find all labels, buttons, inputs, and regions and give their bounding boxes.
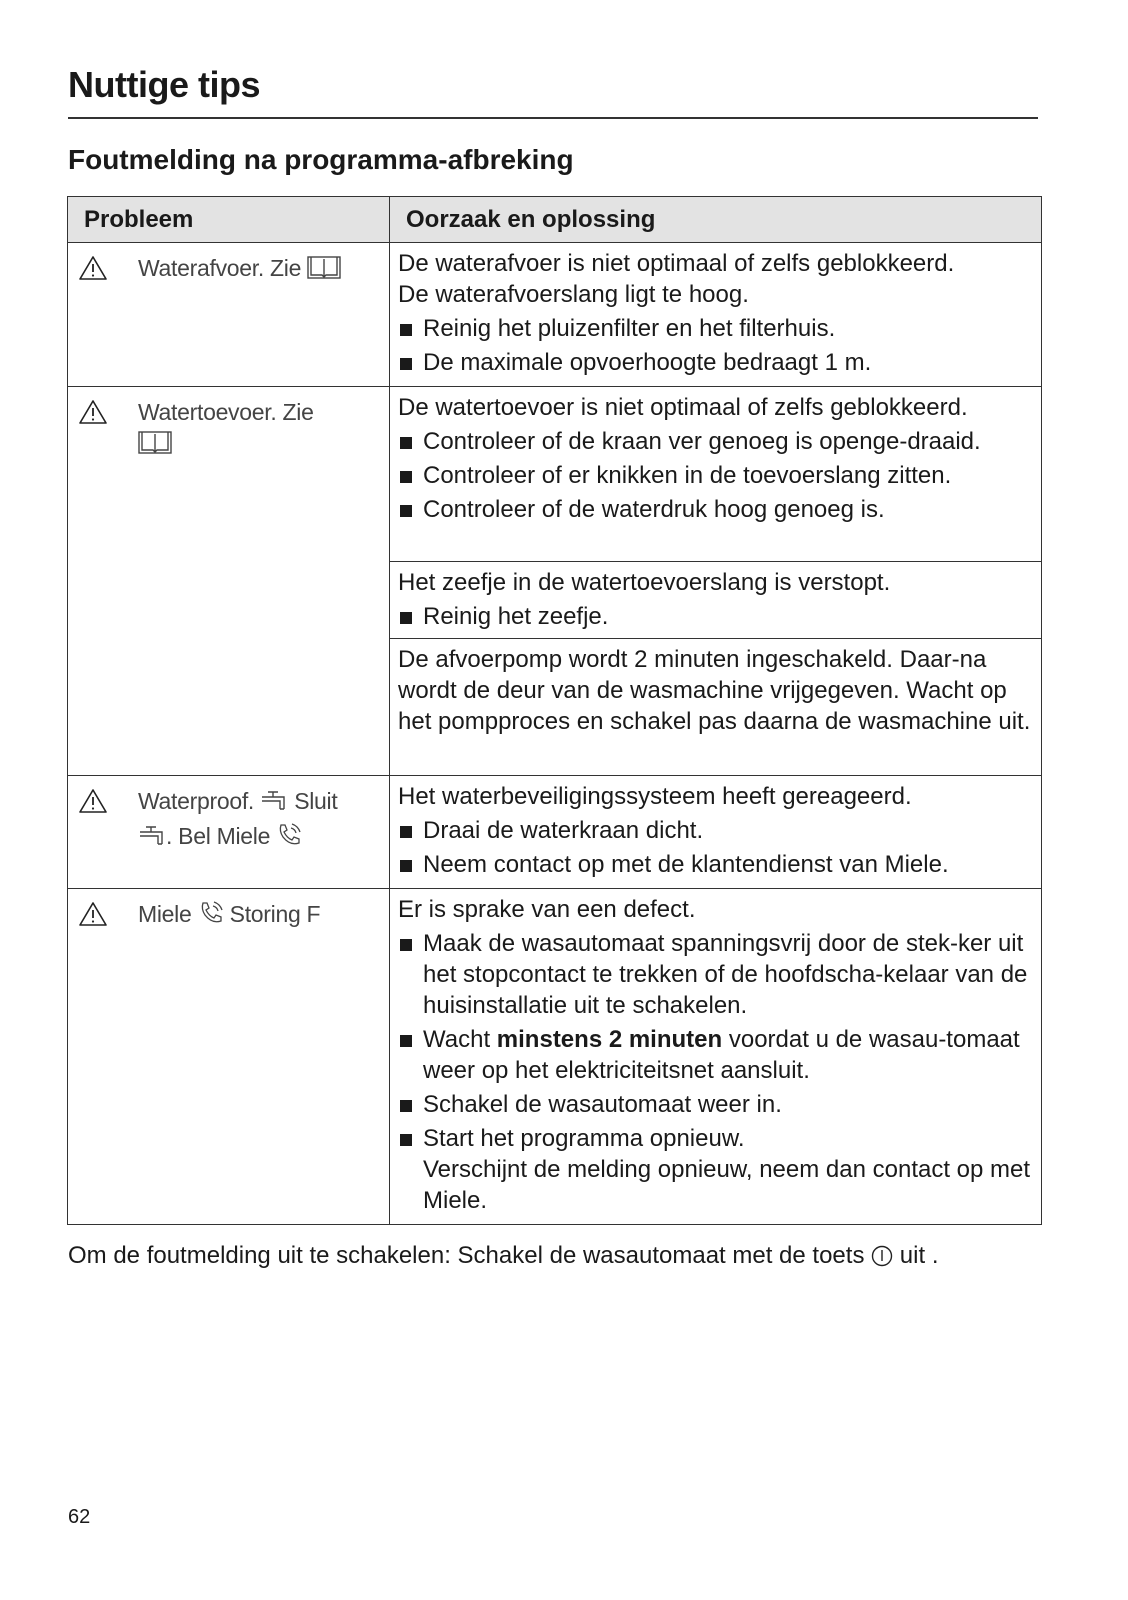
problem-text: Watertoevoer. Zie: [138, 399, 314, 425]
page-title: Nuttige tips: [68, 64, 260, 105]
bullet-icon: [400, 324, 412, 336]
problem-text: Miele: [138, 901, 192, 927]
cause-text: Er is sprake van een defect.: [398, 896, 696, 923]
troubleshooting-table: [67, 196, 1042, 1225]
cause-text: De afvoerpomp wordt 2 minuten ingeschakeld. Daar-na wordt de deur van de wasmachine vrijgegeven. Wacht op het pompproces en schakel pas daarna de wasmachine uit.: [398, 646, 1031, 735]
problem-text: Waterproof.: [138, 788, 255, 814]
bullet-icon: [400, 358, 412, 370]
bullet-icon: [400, 1100, 412, 1112]
bullet-icon: [400, 471, 412, 483]
step-text: Start het programma opnieuw.: [423, 1125, 745, 1152]
book-icon: [307, 254, 341, 288]
bullet-icon: [400, 505, 412, 517]
solution-step: Controleer of de waterdruk hoog genoeg is.: [423, 496, 885, 523]
bullet-icon: [400, 826, 412, 838]
title-divider: [68, 117, 1038, 119]
page-number: 62: [68, 1506, 91, 1528]
solution-step: Schakel de wasautomaat weer in.: [423, 1091, 782, 1118]
cause-text: De waterafvoerslang ligt te hoog.: [398, 281, 749, 308]
warning-icon: [78, 253, 138, 289]
solution-step: Reinig het zeefje.: [423, 603, 609, 630]
step-text: voordat u de wasau-tomaat weer op het elektriciteitsnet aansluit.: [423, 1026, 1020, 1084]
solution-step: [423, 1123, 1031, 1216]
phone-icon: [198, 900, 224, 934]
solution-step: Reinig het pluizenfilter en het filterhuis.: [423, 315, 836, 342]
header-solution: Oorzaak en oplossing: [390, 197, 1042, 243]
bullet-icon: [400, 939, 412, 951]
solution-step: Draai de waterkraan dicht.: [423, 817, 704, 844]
tap-icon: [260, 789, 288, 821]
solution-step: Neem contact op met de klantendienst van Miele.: [423, 851, 949, 878]
cause-text: Het zeefje in de watertoevoerslang is verstopt.: [398, 569, 891, 596]
solution-step: De maximale opvoerhoogte bedraagt 1 m.: [423, 349, 872, 376]
step-note: Verschijnt de melding opnieuw, neem dan contact op met Miele.: [423, 1156, 1031, 1214]
table-header: [68, 197, 1042, 243]
bullet-icon: [400, 1134, 412, 1146]
solution-step: Controleer of er knikken in de toevoerslang zitten.: [423, 462, 952, 489]
problem-text: . Bel Miele: [166, 823, 271, 849]
power-icon: [871, 1245, 893, 1274]
solution-step: [423, 1024, 1031, 1086]
solution-step: Controleer of de kraan ver genoeg is openge-draaid.: [423, 428, 981, 455]
warning-icon: [78, 899, 138, 935]
tap-icon: [138, 824, 166, 856]
book-icon: [138, 429, 172, 463]
section-title: Foutmelding na programma-afbreking: [68, 144, 574, 175]
header-problem: Probleem: [68, 197, 390, 243]
phone-icon: [276, 822, 302, 856]
problem-text: Waterafvoer. Zie: [138, 255, 302, 281]
step-emphasis: minstens 2 minuten: [496, 1026, 723, 1053]
table-row: [68, 387, 1042, 562]
cause-text: De waterafvoer is niet optimaal of zelfs geblokkeerd.: [398, 250, 955, 277]
bullet-icon: [400, 612, 412, 624]
footer-note: [68, 1242, 938, 1274]
problem-text: Sluit: [294, 788, 338, 814]
bullet-icon: [400, 1035, 412, 1047]
table-row: [68, 776, 1042, 889]
bullet-icon: [400, 860, 412, 872]
cause-text: De watertoevoer is niet optimaal of zelfs geblokkeerd.: [398, 394, 968, 421]
warning-icon: [78, 397, 138, 463]
table-row: [68, 889, 1042, 1225]
footer-text: uit .: [899, 1242, 939, 1269]
footer-text: Om de foutmelding uit te schakelen: Schakel de wasautomaat met de toets: [68, 1242, 865, 1269]
cause-text: Het waterbeveiligingssysteem heeft gereageerd.: [398, 783, 912, 810]
step-text: Wacht: [423, 1026, 491, 1053]
table-row: [68, 243, 1042, 387]
bullet-icon: [400, 437, 412, 449]
solution-step: Maak de wasautomaat spanningsvrij door de stek-ker uit het stopcontact te trekken of de hoofdscha-kelaar van de huisinstallatie uit te schakelen.: [423, 930, 1028, 1019]
warning-icon: [78, 786, 138, 856]
problem-text: Storing F: [229, 901, 321, 927]
